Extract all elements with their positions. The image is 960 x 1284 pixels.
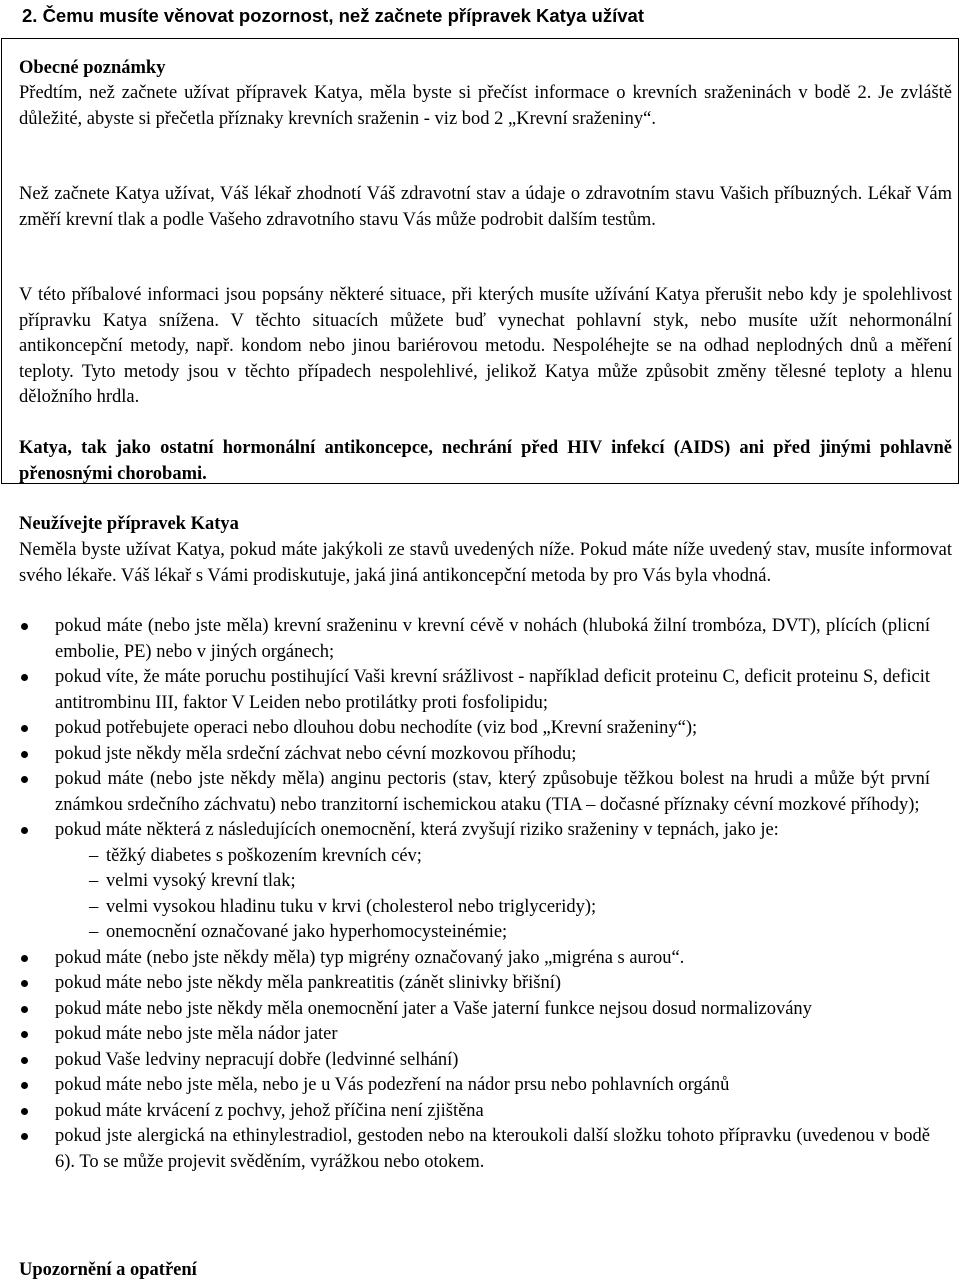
list-item: pokud máte (nebo jste někdy měla) anginu pectoris (stav, který způsobuje těžkou bolest na hrudi a může být první známkou srdečního záchvatu) nebo tranzitorní ischemickou ataku (TIA – dočasné příznaky cévní mozkové příhody); [0, 767, 930, 818]
bullet-icon [21, 674, 28, 681]
list-item: pokud máte nebo jste někdy měla pankreatitis (zánět slinivky břišní) [0, 971, 930, 997]
general-notes-heading: Obecné poznámky [19, 58, 166, 78]
bullet-icon [21, 1006, 28, 1013]
dash-marker: – [89, 922, 99, 942]
bullet-icon [21, 827, 28, 834]
bullet-icon [21, 725, 28, 732]
do-not-use-heading: Neužívejte přípravek Katya [19, 514, 239, 534]
bullet-icon [21, 1133, 28, 1140]
bullet-icon [21, 1082, 28, 1089]
bullet-icon [21, 776, 28, 783]
sub-list-item: – velmi vysoký krevní tlak; [55, 869, 930, 895]
list-item: pokud víte, že máte poruchu postihující Vaši krevní srážlivost - například deficit proteinu C, deficit proteinu S, deficit antitrombinu III, faktor V Leiden nebo protilátky proti fosfolipidu; [0, 665, 930, 716]
dash-marker: – [89, 896, 99, 917]
bullet-icon [21, 1057, 28, 1064]
list-item: pokud máte některá z následujících onemocnění, která zvyšují riziko sraženiny v tepnách, jako je: – těžký diabetes s poškozením krevních cév; – velmi vysoký krevní tlak; – velmi vysokou hladinu tuku v krvi (cholesterol nebo triglyceridy); – onemocnění označované jako hyperhomocysteinémie; [0, 818, 930, 946]
list-item: pokud máte nebo jste měla nádor jater [0, 1022, 930, 1048]
list-item: pokud Vaše ledviny nepracují dobře (ledvinné selhání) [0, 1048, 930, 1074]
list-item: pokud máte nebo jste někdy měla onemocnění jater a Vaše jaterní funkce nejsou dosud normalizovány [0, 997, 930, 1023]
list-item: pokud máte (nebo jste někdy měla) typ migrény označovaný jako „migréna s aurou“. [0, 946, 930, 972]
general-notes-paragraph-1: Předtím, než začnete užívat přípravek Katya, měla byste si přečíst informace o krevních sraženinách v bodě 2. Je zvláště důležité, abyste si přečetla příznaky krevních sraženin - viz bod 2 „Krevní sraženiny“. [19, 83, 952, 129]
bullet-icon [21, 955, 28, 962]
sub-list-item: – těžký diabetes s poškozením krevních cév; [55, 844, 930, 870]
contraindication-list [0, 614, 930, 1175]
dash-marker: – [89, 871, 99, 891]
list-item: pokud máte nebo jste měla, nebo je u Vás podezření na nádor prsu nebo pohlavních orgánů [0, 1073, 930, 1099]
sub-list-item: – onemocnění označované jako hyperhomocysteinémie; [55, 920, 930, 946]
bullet-icon [21, 1031, 28, 1038]
arterial-risk-sublist [55, 844, 930, 946]
bullet-icon [21, 980, 28, 987]
list-item: pokud máte (nebo jste měla) krevní sraženinu v krevní cévě v nohách (hluboká žilní trombóza, DVT), plících (plicní embolie, PE) nebo v jiných orgánech; [0, 614, 930, 665]
general-notes-paragraph-2: Než začnete Katya užívat, Váš lékař zhodnotí Váš zdravotní stav a údaje o zdravotním stavu Vašich příbuzných. Lékař Vám změří krevní tlak a podle Vašeho zdravotního stavu Vás může podrobit dalším testům. [19, 184, 952, 230]
general-notes-paragraph-3: V této příbalové informaci jsou popsány některé situace, při kterých musíte užívání Katya přerušit nebo kdy je spolehlivost přípravku Katya snížena. V těchto situacích můžete buď vynechat pohlavní styk, nebo musíte užít nehormonální antikoncepční metody, např. kondom nebo jinou bariérovou metodu. Nespoléhejte se na odhad neplodných dnů a měření teploty. Tyto metody jsou v těchto případech nespolehlivé, jelikož Katya může způsobit změny tělesné teploty a hlenu děložního hrdla. [19, 285, 952, 407]
list-item: pokud jste někdy měla srdeční záchvat nebo cévní mozkovou příhodu; [0, 742, 930, 768]
list-item: pokud jste alergická na ethinylestradiol, gestoden nebo na kteroukoli další složku tohoto přípravku (uvedenou v bodě 6). To se může projevit svěděním, vyrážkou nebo otokem. [0, 1124, 930, 1175]
do-not-use-intro: Neměla byste užívat Katya, pokud máte jakýkoli ze stavů uvedených níže. Pokud máte níže uvedený stav, musíte informovat svého lékaře. Váš lékař s Vámi prodiskutuje, jaká jiná antikoncepční metoda by pro Vás byla vhodná. [19, 540, 952, 586]
warnings-heading: Upozornění a opatření [19, 1260, 197, 1280]
list-item: pokud máte krvácení z pochvy, jehož příčina není zjištěna [0, 1099, 930, 1125]
sub-list-item: – velmi vysokou hladinu tuku v krvi (cholesterol nebo triglyceridy); [55, 895, 930, 921]
bullet-icon [21, 751, 28, 758]
bullet-icon [21, 1108, 28, 1115]
bullet-icon [21, 623, 28, 630]
section-title: 2. Čemu musíte věnovat pozornost, než začnete přípravek Katya užívat [22, 5, 644, 26]
hiv-warning: Katya, tak jako ostatní hormonální antikoncepce, nechrání před HIV infekcí (AIDS) ani před jinými pohlavně přenosnými chorobami. [19, 438, 952, 484]
list-item: pokud potřebujete operaci nebo dlouhou dobu nechodíte (viz bod „Krevní sraženiny“); [0, 716, 930, 742]
dash-marker: – [89, 845, 99, 866]
